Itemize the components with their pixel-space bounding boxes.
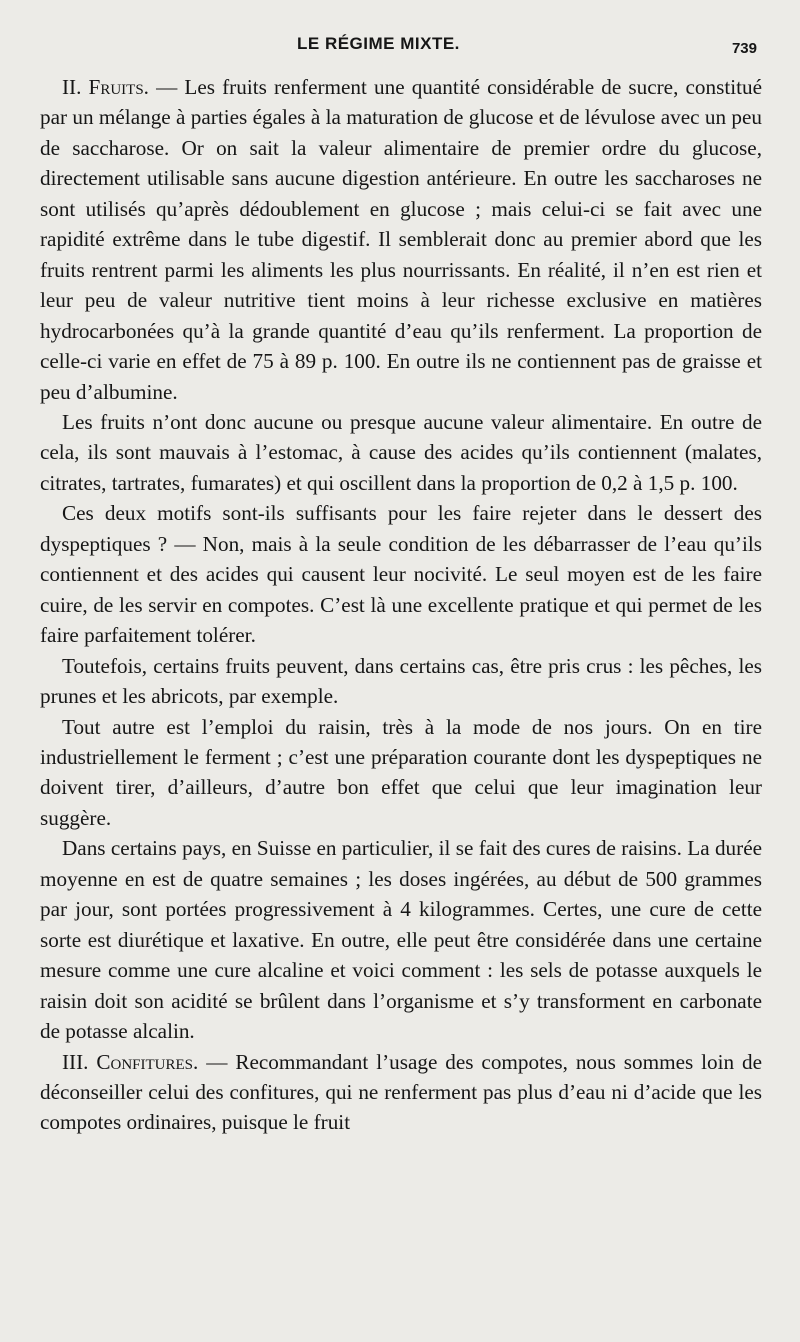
section-title-fruits: Fruits. xyxy=(88,75,149,99)
paragraph-confitures-intro xyxy=(40,1047,762,1138)
section-title-confitures: Confitures. xyxy=(96,1049,199,1074)
paragraph-fruits-raw: Toutefois, certains fruits peuvent, dans certains cas, être pris crus : les pêches, les prunes et les abricots, par exemple. xyxy=(40,653,762,709)
page-number: 739 xyxy=(731,40,757,57)
paragraph-fruits-value: Les fruits n’ont donc aucune ou presque aucune valeur alimentaire. En outre de cela, ils sont mauvais à l’estomac, à cause des acides qu’ils contiennent (malates, citrates, tartrates, fumarates) et qui oscillent dans la proportion de 0,2 à 1,5 p. 100. xyxy=(40,409,762,495)
running-title: LE RÉGIME MIXTE. xyxy=(297,34,460,53)
page-body xyxy=(40,72,762,1138)
section-number-fruits: II. xyxy=(62,75,82,99)
paragraph-text: — Recommandant l’usage des compotes, nous sommes loin de déconseiller celui des confitures, qui ne renferment pas plus d’eau ni d’acide que les compotes ordinaires, puisque le fruit xyxy=(40,1049,762,1135)
section-number-confitures: III. xyxy=(62,1049,89,1074)
paragraph-fruits-intro xyxy=(40,72,762,407)
paragraph-grape-cures: Dans certains pays, en Suisse en particulier, il se fait des cures de raisins. La durée moyenne en est de quatre semaines ; les doses ingérées, au début de 500 grammes par jour, sont portées progressivement à 4 kilogrammes. Certes, une cure de cette sorte est diurétique et laxative. En outre, elle peut être considérée dans une certaine mesure comme une cure alcaline et voici comment : les sels de potasse auxquels le raisin doit son acidité se brûlent dans l’organisme et s’y transforment en carbonate de potasse alcalin. xyxy=(40,836,762,1044)
paragraph-text: — Les fruits renferment une quantité considérable de sucre, constitué par un mélange à parties égales à la maturation de glucose et de lévulose avec un peu de saccharose. Or on sait la valeur alimentaire de premier ordre du glucose, directement utilisable sans aucune digestion antérieure. En outre les saccharoses ne sont utilisés qu’après dédoublement en glucose ; mais celui-ci se fait avec une rapidité extrême dans le tube digestif. Il semblerait donc au premier abord que les fruits rentrent parmi les aliments les plus nourrissants. En réalité, il n’en est rien et leur peu de valeur nutritive tient moins à leur richesse exclusive en matières hydrocarbonées qu’à la grande quantité d’eau qu’ils renferment. La proportion de celle-ci varie en effet de 75 à 89 p. 100. En outre ils ne contiennent pas de graisse et peu d’albumine. xyxy=(40,75,763,404)
page-header xyxy=(0,30,800,62)
paragraph-grapes: Tout autre est l’emploi du raisin, très à la mode de nos jours. On en tire industriellement le ferment ; c’est une préparation courante dont les dyspeptiques ne doivent tirer, d’ailleurs, d’autre bon effet que celui que leur imagination leur suggère. xyxy=(40,714,762,830)
paragraph-fruits-dyspeptics: Ces deux motifs sont-ils suffisants pour les faire rejeter dans le dessert des dyspeptiques ? — Non, mais à la seule condition de les débarrasser de l’eau qu’ils contiennent et des acides qui causent leur nocivité. Le seul moyen est de les faire cuire, de les servir en compotes. C’est là une excellente pratique et qui permet de les faire parfaitement tolérer. xyxy=(40,501,762,648)
